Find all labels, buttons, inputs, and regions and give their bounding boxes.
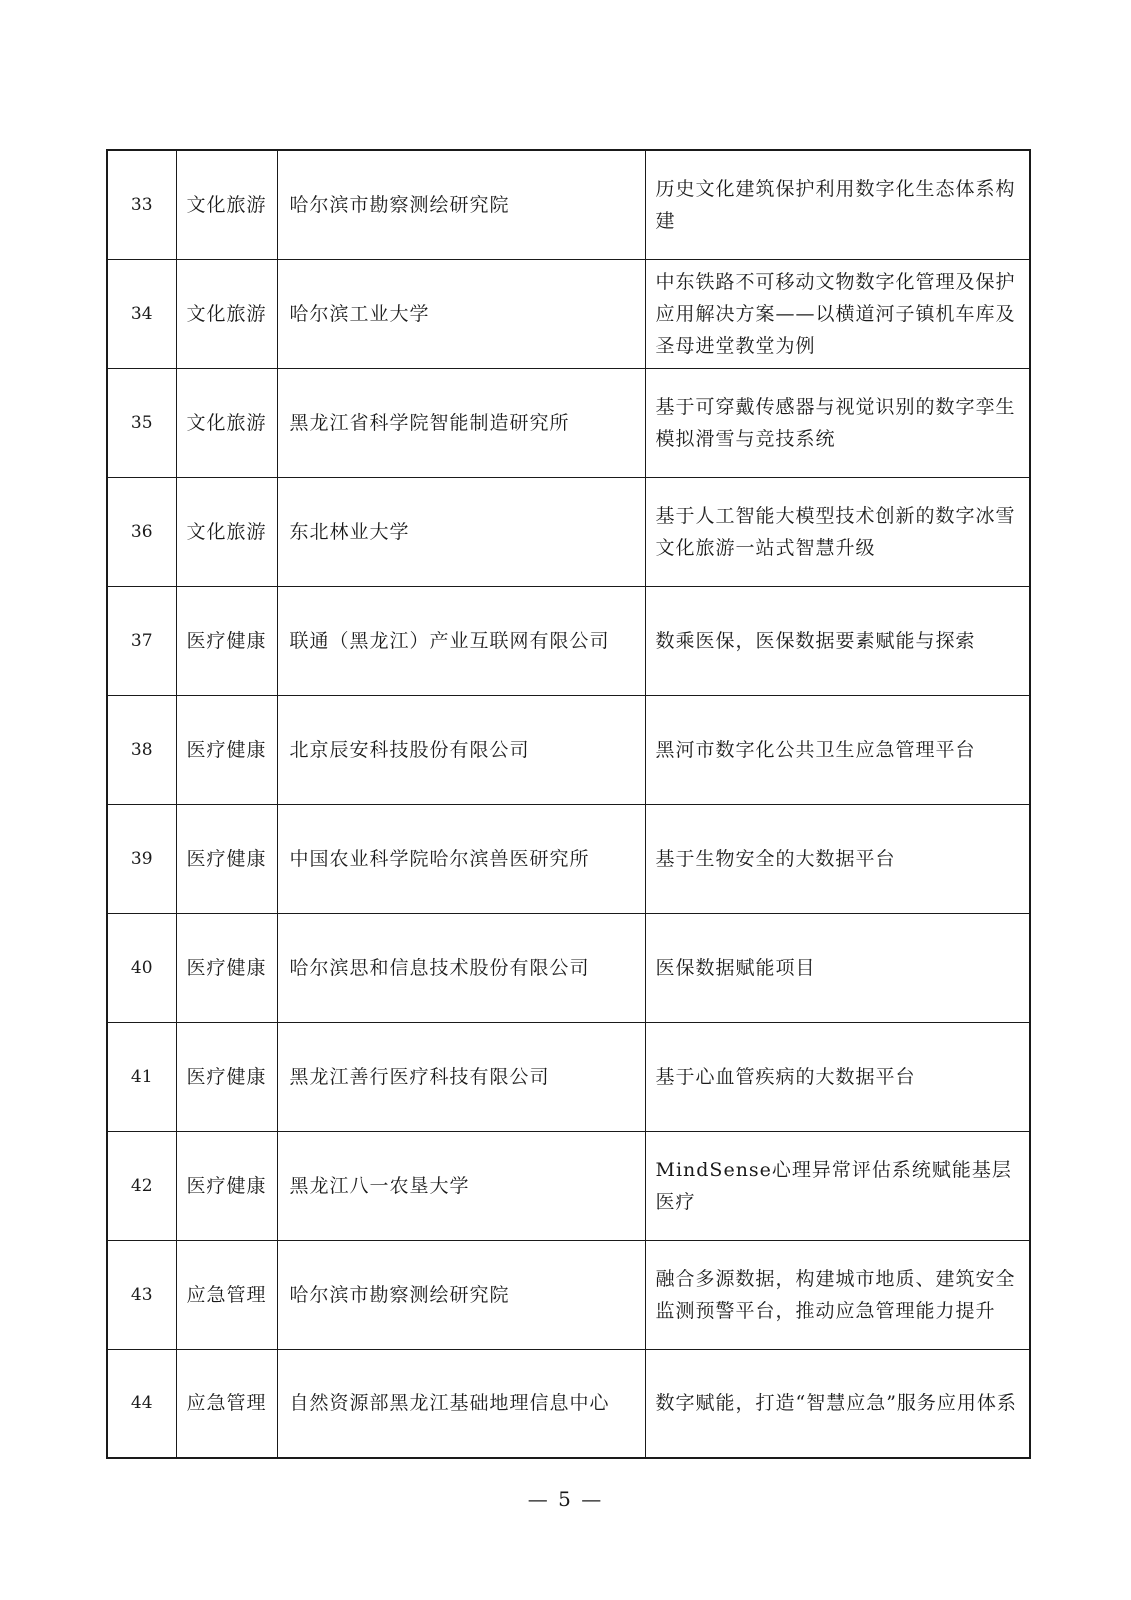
organization-cell: 黑龙江八一农垦大学 bbox=[277, 1131, 645, 1240]
table-row bbox=[107, 1240, 1030, 1349]
page-number: — 5 — bbox=[527, 1487, 604, 1511]
table-row bbox=[107, 913, 1030, 1022]
table-row bbox=[107, 1349, 1030, 1458]
project-name-cell: 历史文化建筑保护利用数字化生态体系构建 bbox=[645, 150, 1030, 259]
row-number: 33 bbox=[107, 150, 176, 259]
row-number: 37 bbox=[107, 586, 176, 695]
organization-cell: 哈尔滨思和信息技术股份有限公司 bbox=[277, 913, 645, 1022]
table-row bbox=[107, 150, 1030, 259]
row-number: 41 bbox=[107, 1022, 176, 1131]
row-number: 42 bbox=[107, 1131, 176, 1240]
row-number: 36 bbox=[107, 477, 176, 586]
project-name-cell: 基于心血管疾病的大数据平台 bbox=[645, 1022, 1030, 1131]
project-name-cell: 数字赋能，打造“智慧应急”服务应用体系 bbox=[645, 1349, 1030, 1458]
table-row bbox=[107, 368, 1030, 477]
category-cell: 文化旅游 bbox=[176, 477, 277, 586]
table-row bbox=[107, 477, 1030, 586]
project-table bbox=[106, 149, 1031, 1459]
row-number: 38 bbox=[107, 695, 176, 804]
category-cell: 医疗健康 bbox=[176, 913, 277, 1022]
table-row bbox=[107, 804, 1030, 913]
category-cell: 医疗健康 bbox=[176, 804, 277, 913]
table-row bbox=[107, 259, 1030, 368]
table-body bbox=[107, 150, 1030, 1458]
project-name-cell: 数乘医保，医保数据要素赋能与探索 bbox=[645, 586, 1030, 695]
project-name-cell: 医保数据赋能项目 bbox=[645, 913, 1030, 1022]
project-name-cell: MindSense心理异常评估系统赋能基层医疗 bbox=[645, 1131, 1030, 1240]
organization-cell: 自然资源部黑龙江基础地理信息中心 bbox=[277, 1349, 645, 1458]
row-number: 40 bbox=[107, 913, 176, 1022]
project-name-cell: 基于可穿戴传感器与视觉识别的数字孪生模拟滑雪与竞技系统 bbox=[645, 368, 1030, 477]
organization-cell: 黑龙江善行医疗科技有限公司 bbox=[277, 1022, 645, 1131]
organization-cell: 哈尔滨市勘察测绘研究院 bbox=[277, 1240, 645, 1349]
project-name-cell: 黑河市数字化公共卫生应急管理平台 bbox=[645, 695, 1030, 804]
category-cell: 医疗健康 bbox=[176, 1022, 277, 1131]
table-row bbox=[107, 695, 1030, 804]
organization-cell: 黑龙江省科学院智能制造研究所 bbox=[277, 368, 645, 477]
project-name-cell: 基于生物安全的大数据平台 bbox=[645, 804, 1030, 913]
organization-cell: 北京辰安科技股份有限公司 bbox=[277, 695, 645, 804]
project-name-cell: 融合多源数据，构建城市地质、建筑安全监测预警平台，推动应急管理能力提升 bbox=[645, 1240, 1030, 1349]
row-number: 39 bbox=[107, 804, 176, 913]
table-row bbox=[107, 1022, 1030, 1131]
row-number: 35 bbox=[107, 368, 176, 477]
project-name-cell: 中东铁路不可移动文物数字化管理及保护应用解决方案——以横道河子镇机车库及圣母进堂教堂为例 bbox=[645, 259, 1030, 368]
table-row bbox=[107, 586, 1030, 695]
organization-cell: 联通（黑龙江）产业互联网有限公司 bbox=[277, 586, 645, 695]
category-cell: 医疗健康 bbox=[176, 1131, 277, 1240]
organization-cell: 中国农业科学院哈尔滨兽医研究所 bbox=[277, 804, 645, 913]
row-number: 43 bbox=[107, 1240, 176, 1349]
category-cell: 应急管理 bbox=[176, 1240, 277, 1349]
category-cell: 文化旅游 bbox=[176, 259, 277, 368]
table-row bbox=[107, 1131, 1030, 1240]
category-cell: 文化旅游 bbox=[176, 150, 277, 259]
row-number: 34 bbox=[107, 259, 176, 368]
category-cell: 应急管理 bbox=[176, 1349, 277, 1458]
category-cell: 医疗健康 bbox=[176, 586, 277, 695]
organization-cell: 哈尔滨工业大学 bbox=[277, 259, 645, 368]
row-number: 44 bbox=[107, 1349, 176, 1458]
organization-cell: 哈尔滨市勘察测绘研究院 bbox=[277, 150, 645, 259]
organization-cell: 东北林业大学 bbox=[277, 477, 645, 586]
category-cell: 医疗健康 bbox=[176, 695, 277, 804]
category-cell: 文化旅游 bbox=[176, 368, 277, 477]
project-name-cell: 基于人工智能大模型技术创新的数字冰雪文化旅游一站式智慧升级 bbox=[645, 477, 1030, 586]
